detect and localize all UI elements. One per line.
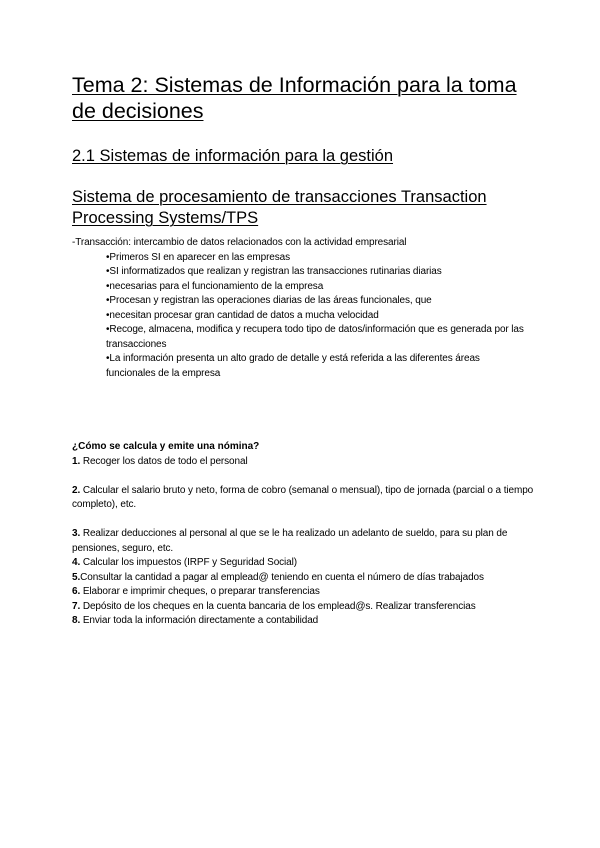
subsection-heading: Sistema de procesamiento de transacciones Transaction Processing Systems/TPS — [72, 188, 487, 227]
step-item — [72, 527, 534, 556]
step-text: Calcular el salario bruto y neto, forma de cobro (semanal o mensual), tipo de jornada (parcial o a tiempo completo), etc. — [72, 484, 534, 510]
tps-bullet-list — [106, 251, 526, 382]
step-number: 3. — [72, 528, 81, 539]
step-text: Recoger los datos de todo el personal — [80, 455, 248, 467]
step-number: 4. — [72, 557, 81, 568]
step-number: 2. — [72, 484, 81, 496]
step-number: 6. — [72, 586, 81, 597]
step-item — [72, 556, 534, 571]
step-item — [72, 600, 534, 615]
step-text: Depósito de los cheques en la cuenta bancaria de los emplead@s. Realizar transferencias — [80, 600, 476, 612]
bullet-item: •Recoge, almacena, modifica y recupera todo tipo de datos/información que es generada por las transacciones — [106, 324, 524, 350]
step-number: 1. — [72, 455, 81, 467]
page-title: Tema 2: Sistemas de Información para la toma de decisiones — [72, 73, 517, 123]
bullet-item: •necesarias para el funcionamiento de la empresa — [106, 280, 324, 292]
bullet-item: •SI informatizados que realizan y registran las transacciones rutinarias diarias — [106, 266, 442, 277]
step-item — [72, 571, 534, 586]
transaction-definition: -Transacción: intercambio de datos relacionados con la actividad empresarial — [72, 237, 407, 248]
bullet-item: •La información presenta un alto grado de detalle y está referida a las diferentes áreas funcionales de la empresa — [106, 353, 480, 379]
step-number: 5. — [72, 571, 81, 583]
bullet-item: •Procesan y registran las operaciones diarias de las áreas funcionales, que — [106, 295, 432, 306]
bullet-item: •necesitan procesar gran cantidad de datos a mucha velocidad — [106, 309, 379, 321]
step-item — [72, 484, 534, 513]
step-number: 8. — [72, 615, 81, 626]
step-text: Realizar deducciones al personal al que se le ha realizado un adelanto de sueldo, para su plan de pensiones, seguro, etc. — [72, 528, 508, 554]
step-text: Calcular los impuestos (IRPF y Seguridad Social) — [80, 557, 297, 568]
step-item — [72, 585, 534, 600]
payroll-steps-list — [72, 455, 534, 629]
step-item — [72, 614, 534, 629]
step-item — [72, 455, 534, 470]
bullet-item: •Primeros SI en aparecer en las empresas — [106, 251, 291, 263]
payroll-question: ¿Cómo se calcula y emite una nómina? — [72, 441, 260, 452]
step-text: Enviar toda la información directamente a contabilidad — [80, 615, 319, 626]
step-text: Consultar la cantidad a pagar al emplead@ teniendo en cuenta el número de días trabajados — [80, 571, 484, 583]
step-text: Elaborar e imprimir cheques, o preparar transferencias — [80, 586, 320, 597]
step-number: 7. — [72, 600, 81, 612]
section-heading: 2.1 Sistemas de información para la gestión — [72, 147, 394, 165]
